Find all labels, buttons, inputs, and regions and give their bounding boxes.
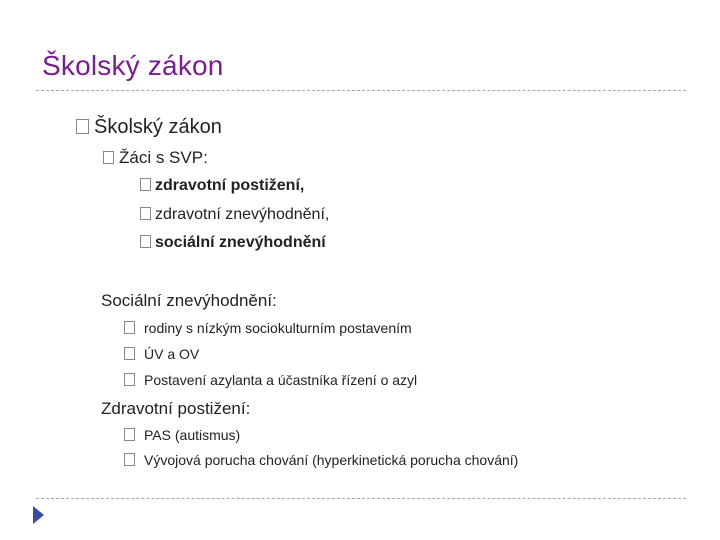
checkbox-square-icon [103,151,114,164]
checkbox-square-icon [124,428,135,441]
health-item-text: PAS (autismus) [144,427,241,443]
bullet-level1-text: Školský zákon [94,116,222,138]
checkbox-square-icon [140,207,151,220]
bullet-level3-text: zdravotní znevýhodnění, [155,206,330,223]
social-item-text: ÚV a OV [144,346,200,362]
bullet-level2 [103,148,208,168]
health-list-item [124,427,240,443]
top-divider [36,90,686,91]
checkbox-square-icon [124,453,135,466]
play-arrow-icon[interactable] [33,506,44,524]
social-list-item [124,372,417,388]
health-heading: Zdravotní postižení: [101,399,251,418]
bottom-divider [36,498,686,499]
checkbox-square-icon [140,178,151,191]
bullet-level2-text: Žáci s SVP: [119,148,208,167]
checkbox-square-icon [124,321,135,334]
health-list-item [124,452,518,468]
social-heading: Sociální znevýhodnění: [101,291,277,310]
social-item-text: Postavení azylanta a účastníka řízení o azyl [144,372,418,388]
slide-title: Školský zákon [42,50,224,81]
checkbox-square-icon [76,119,89,134]
bullet-level3-text: sociální znevýhodnění [155,234,326,251]
checkbox-square-icon [124,347,135,360]
social-list-item [124,346,199,362]
social-list-item [124,320,412,336]
health-item-text: Vývojová porucha chování (hyperkinetická porucha chování) [144,452,519,468]
checkbox-square-icon [140,235,151,248]
checkbox-square-icon [124,373,135,386]
bullet-level3-item [140,206,329,224]
bullet-level3-item [140,177,304,195]
social-item-text: rodiny s nízkým sociokulturním postavením [144,320,412,336]
bullet-level3-item [140,234,326,252]
bullet-level1 [76,116,222,139]
bullet-level3-text: zdravotní postižení, [155,177,305,194]
